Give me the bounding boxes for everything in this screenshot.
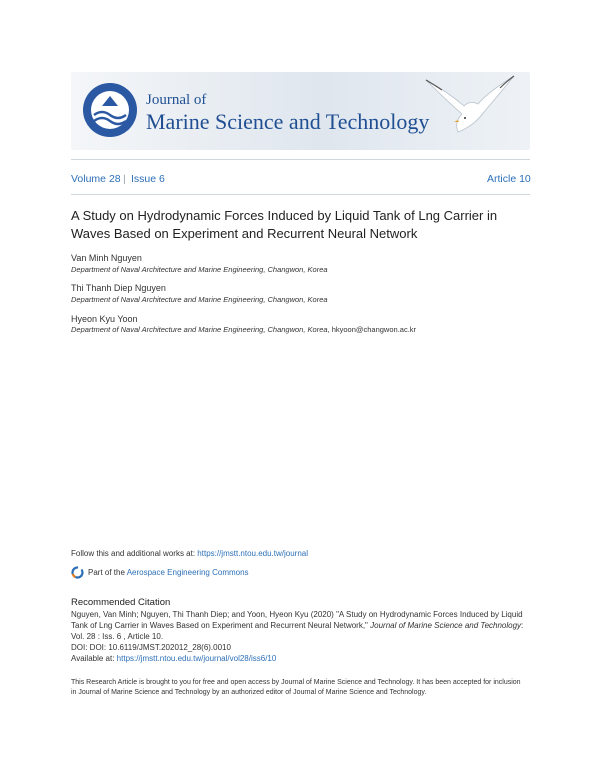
available-url-link[interactable]: https://jmstt.ntou.edu.tw/journal/vol28/iss6/10 [116, 654, 277, 663]
author-name[interactable]: Hyeon Kyu Yoon [71, 314, 138, 324]
follow-text: Follow this and additional works at: [71, 549, 198, 558]
available-label: Available at: [71, 654, 117, 663]
access-note: This Research Article is brought to you for free and open access by Journal of Marine Science and Technology. It has been accepted for inclusion in Journal of Marine Science and Technology by an authorized editor of Journal of Marine Science and Technology. [71, 679, 521, 696]
recommended-citation-heading: Recommended Citation [71, 597, 171, 608]
citation-journal: Journal of Marine Science and Technology [370, 621, 522, 630]
top-divider [71, 159, 530, 160]
seagull-illustration [418, 70, 518, 140]
citation-doi: DOI: DOI: 10.6119/JMST.202012_28(6).0010 [71, 643, 231, 652]
author-affiliation: Department of Naval Architecture and Marine Engineering, Changwon, Korea [71, 265, 328, 274]
volume-link[interactable]: Volume 28 [71, 173, 121, 185]
citation-block [71, 609, 531, 664]
author-name[interactable]: Thi Thanh Diep Nguyen [71, 283, 166, 293]
part-of-line [88, 568, 249, 577]
citation-volume: : Vol. 28 : Iss. 6 , Article 10. [71, 621, 524, 641]
meta-separator: | [123, 173, 126, 185]
article-link[interactable]: Article 10 [487, 173, 531, 185]
citation-text: Nguyen, Van Minh; Nguyen, Thi Thanh Diep; and Yoon, Hyeon Kyu (2020) "A Study on Hydrodynamic Forces Induced by Liquid Tank of Lng Carrier in Waves Based on Experiment and Recurrent Neural Network," [71, 610, 523, 630]
journal-seal-logo [82, 82, 138, 138]
journal-name: Marine Science and Technology [146, 109, 430, 134]
network-commons-icon [71, 566, 84, 579]
author-affiliation [71, 325, 416, 334]
journal-of-text: Journal of [146, 92, 207, 108]
part-of-text: Part of the [88, 568, 127, 577]
follow-url-link[interactable]: https://jmstt.ntou.edu.tw/journal [197, 549, 309, 558]
meta-divider [71, 194, 530, 195]
article-title[interactable]: A Study on Hydrodynamic Forces Induced by Liquid Tank of Lng Carrier in Waves Based on Experiment and Recurrent Neural Network [71, 208, 498, 241]
issue-link[interactable]: Issue 6 [131, 173, 165, 185]
author-name[interactable]: Van Minh Nguyen [71, 253, 142, 263]
author-affiliation: Department of Naval Architecture and Marine Engineering, Changwon, Korea [71, 295, 328, 304]
aerospace-commons-link[interactable]: Aerospace Engineering Commons [126, 568, 249, 577]
affiliation-text: Department of Naval Architecture and Marine Engineering, Changwon, Korea [71, 325, 328, 334]
author-email[interactable]: , hkyoon@changwon.ac.kr [327, 325, 417, 334]
follow-line [71, 549, 308, 558]
